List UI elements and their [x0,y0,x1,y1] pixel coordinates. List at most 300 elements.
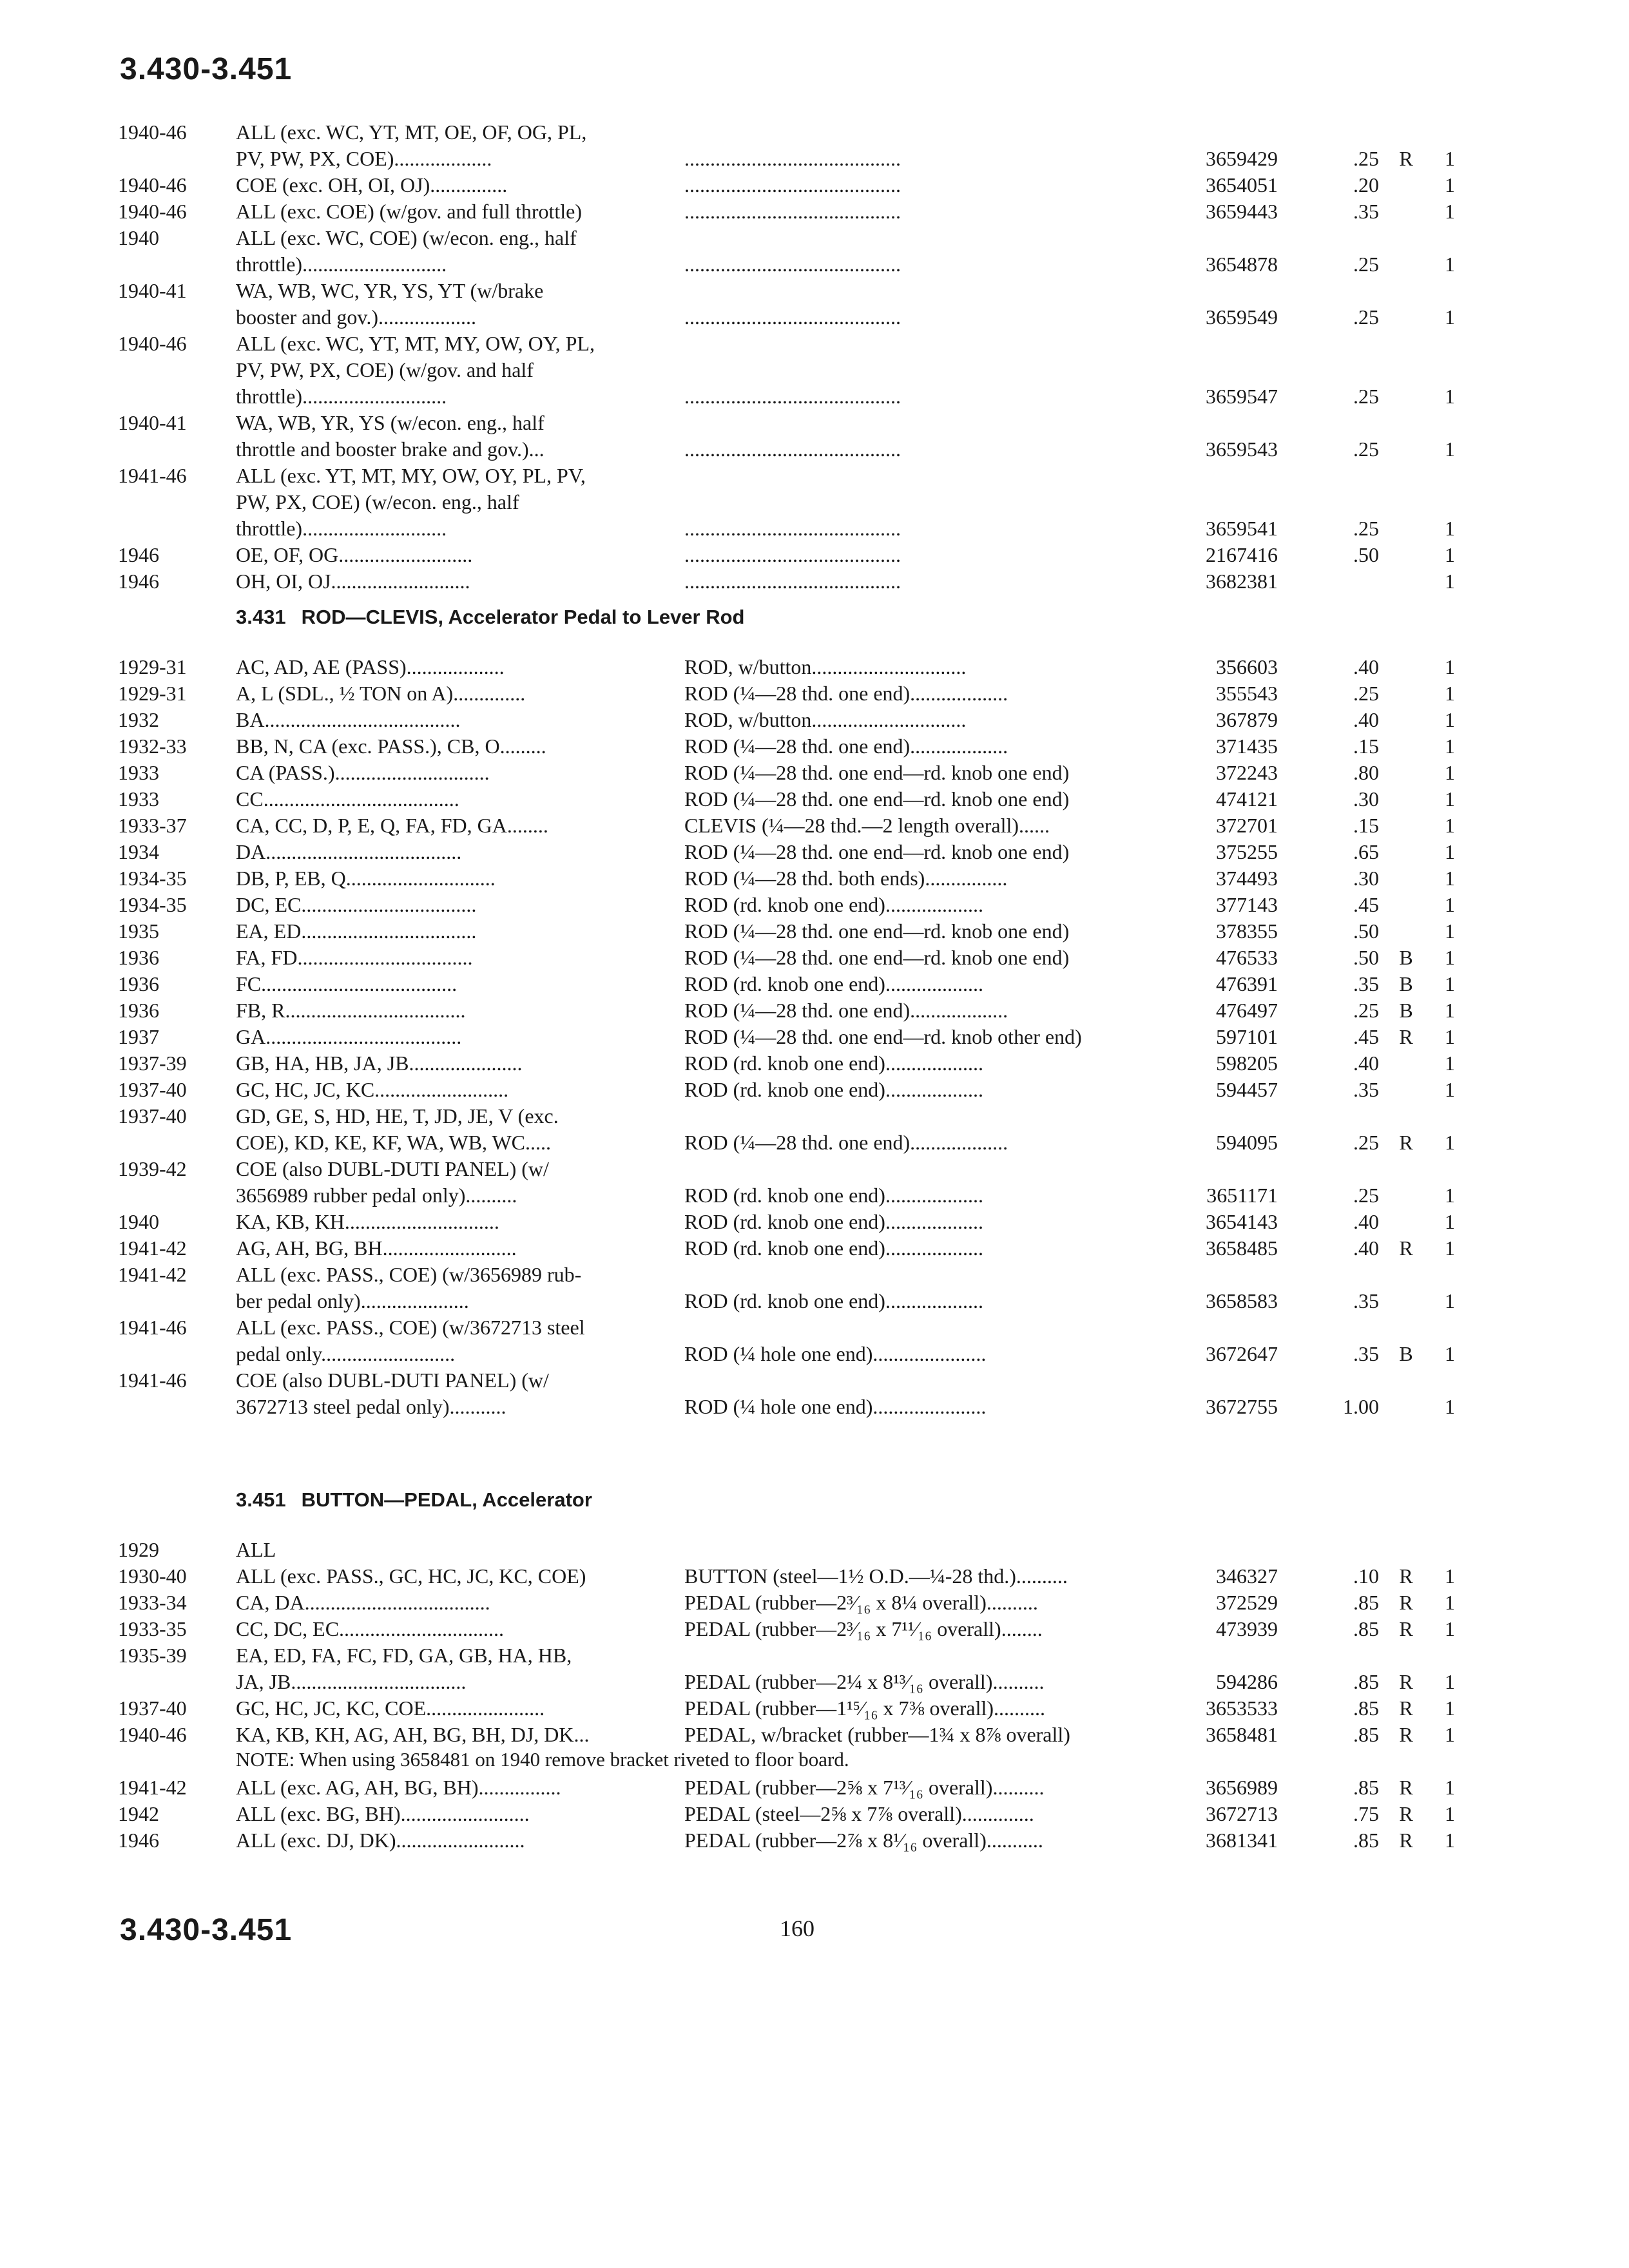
quantity-cell: 1 [1445,1025,1455,1048]
model-cell: FC...................................... [236,972,458,995]
code-cell: R [1399,1776,1413,1799]
model-cell: OE, OF, OG.......................... [236,543,473,566]
quantity-cell: 1 [1445,253,1455,276]
quantity-cell: 1 [1445,437,1455,461]
part-number-cell: 3654878 [1206,253,1278,276]
quantity-cell: 1 [1445,147,1455,170]
section-number: 3.451 [236,1488,286,1511]
quantity-cell: 1 [1445,946,1455,969]
year-cell: 1941-42 [118,1236,187,1260]
quantity-cell: 1 [1445,1342,1455,1365]
model-cell: OH, OI, OJ........................... [236,570,470,593]
price-cell: .50 [1353,543,1379,566]
part-number-cell: 473939 [1216,1617,1278,1640]
description-cell: ROD (¼—28 thd. one end—rd. knob one end) [684,840,1070,863]
description-cell: .......................................... [684,200,901,223]
price-cell: .25 [1353,1184,1379,1207]
price-cell: .35 [1353,972,1379,995]
quantity-cell: 1 [1445,1670,1455,1693]
part-number-cell: 3659541 [1206,517,1278,540]
year-cell: 1933-35 [118,1617,187,1640]
year-cell: 1933-34 [118,1591,187,1614]
description-cell: ROD (¼—28 thd. one end)................... [684,1131,1008,1154]
description-cell: PEDAL (rubber—1¹⁵⁄₁₆ x 7⅜ overall).......... [684,1696,1045,1720]
model-cell: DB, P, EB, Q............................. [236,867,496,890]
year-cell: 1941-42 [118,1263,187,1286]
description-cell: ROD, w/button.............................. [684,655,967,678]
quantity-cell: 1 [1445,1723,1455,1746]
year-cell: 1934-35 [118,893,187,916]
quantity-cell: 1 [1445,972,1455,995]
part-number-cell: 346327 [1216,1564,1278,1588]
price-cell: .35 [1353,1289,1379,1312]
table-row [0,304,1629,331]
model-cell: ALL (exc. PASS., COE) (w/3672713 steel [236,1316,585,1339]
description-cell: ROD (¼—28 thd. one end—rd. knob one end) [684,761,1070,784]
price-cell: .35 [1353,1078,1379,1101]
table-row [0,997,1629,1024]
year-cell: 1937-39 [118,1052,187,1075]
price-cell: .25 [1353,437,1379,461]
quantity-cell: 1 [1445,1617,1455,1640]
description-cell: PEDAL (rubber—2³⁄₁₆ x 7¹¹⁄₁₆ overall)........ [684,1617,1043,1640]
model-cell: PW, PX, COE) (w/econ. eng., half [236,490,519,514]
description-cell: PEDAL (rubber—2¼ x 8¹³⁄₁₆ overall).......... [684,1670,1045,1693]
description-cell: ROD (¼—28 thd. one end—rd. knob one end) [684,787,1070,811]
year-cell: 1934 [118,840,159,863]
code-cell: B [1399,972,1413,995]
table-row [0,1616,1629,1642]
part-number-cell: 377143 [1216,893,1278,916]
part-number-cell: 355543 [1216,682,1278,705]
part-number-cell: 3659443 [1206,200,1278,223]
table-row [0,1827,1629,1854]
quantity-cell: 1 [1445,893,1455,916]
part-number-cell: 3658481 [1206,1723,1278,1746]
table-row [0,119,1629,146]
model-cell: AG, AH, BG, BH.......................... [236,1236,517,1260]
code-cell: B [1399,999,1413,1022]
description-cell: .......................................... [684,543,901,566]
model-cell: ALL (exc. BG, BH)......................... [236,1802,530,1825]
year-cell: 1946 [118,570,159,593]
price-cell: .40 [1353,655,1379,678]
price-cell: .85 [1353,1670,1379,1693]
part-number-cell: 372243 [1216,761,1278,784]
table-row [0,1563,1629,1590]
year-cell: 1941-46 [118,464,187,487]
table-row [0,331,1629,357]
table-row [0,680,1629,707]
year-cell: 1941-46 [118,1369,187,1392]
part-number-cell: 3672713 [1206,1802,1278,1825]
part-number-cell: 597101 [1216,1025,1278,1048]
model-cell: KA, KB, KH.............................. [236,1210,499,1233]
code-cell: R [1399,1131,1413,1154]
table-row [0,1024,1629,1050]
description-cell: ROD (rd. knob one end)................... [684,972,983,995]
year-cell: 1933 [118,787,159,811]
price-cell: .25 [1353,305,1379,329]
part-number-cell: 356603 [1216,655,1278,678]
model-cell: COE), KD, KE, KF, WA, WB, WC..... [236,1131,551,1154]
table-row [0,1288,1629,1314]
year-cell: 1934-35 [118,867,187,890]
table-row [0,918,1629,945]
code-cell: R [1399,1564,1413,1588]
description-cell: .......................................... [684,253,901,276]
quantity-cell: 1 [1445,761,1455,784]
model-cell: DC, EC.................................. [236,893,477,916]
part-number-cell: 3659549 [1206,305,1278,329]
price-cell: .85 [1353,1829,1379,1852]
code-cell: B [1399,1342,1413,1365]
model-cell: GC, HC, JC, KC, COE....................... [236,1696,545,1720]
quantity-cell: 1 [1445,1131,1455,1154]
price-cell: .40 [1353,1052,1379,1075]
section-title-3.431 [236,606,745,629]
table-row [0,1537,1629,1563]
description-cell: ROD (rd. knob one end)................... [684,1052,983,1075]
year-cell: 1940-46 [118,173,187,197]
quantity-cell: 1 [1445,305,1455,329]
quantity-cell: 1 [1445,840,1455,863]
model-cell: DA...................................... [236,840,462,863]
code-cell: R [1399,1591,1413,1614]
year-cell: 1940 [118,1210,159,1233]
model-cell: CC, DC, EC................................ [236,1617,505,1640]
description-cell: CLEVIS (¼—28 thd.—2 length overall)...... [684,814,1050,837]
page-footer-range: 3.430-3.451 [120,1913,293,1947]
description-cell: ROD (rd. knob one end)................... [684,1184,983,1207]
model-cell: PV, PW, PX, COE) (w/gov. and half [236,358,534,381]
year-cell: 1946 [118,543,159,566]
quantity-cell: 1 [1445,517,1455,540]
part-number-cell: 372701 [1216,814,1278,837]
price-cell: .40 [1353,708,1379,731]
quantity-cell: 1 [1445,919,1455,943]
section-note: NOTE: When using 3658481 on 1940 remove bracket riveted to floor board. [236,1748,849,1771]
table-row [0,865,1629,892]
description-cell: .......................................... [684,437,901,461]
code-cell: R [1399,1025,1413,1048]
table-row [0,1722,1629,1748]
model-cell: COE (exc. OH, OI, OJ)............... [236,173,508,197]
part-number-cell: 476533 [1216,946,1278,969]
part-number-cell: 371435 [1216,735,1278,758]
year-cell: 1940-46 [118,200,187,223]
model-cell: 3656989 rubber pedal only).......... [236,1184,517,1207]
description-cell: ROD, w/button.............................. [684,708,967,731]
model-cell: BA...................................... [236,708,461,731]
table-row [0,225,1629,251]
description-cell: PEDAL (steel—2⅝ x 7⅞ overall).............. [684,1802,1034,1825]
table-row [0,707,1629,733]
part-number-cell: 3651171 [1206,1184,1278,1207]
table-row [0,1394,1629,1420]
table-row [0,1695,1629,1722]
section-heading: ROD—CLEVIS, Accelerator Pedal to Lever Rod [301,606,745,628]
code-cell: R [1399,1617,1413,1640]
price-cell: .85 [1353,1696,1379,1720]
table-row [0,1341,1629,1367]
description-cell: ROD (¼—28 thd. both ends)................ [684,867,1008,890]
year-cell: 1937-40 [118,1696,187,1720]
description-cell: .......................................... [684,173,901,197]
table-row [0,568,1629,595]
price-cell: .45 [1353,1025,1379,1048]
code-cell: R [1399,1696,1413,1720]
model-cell: COE (also DUBL-DUTI PANEL) (w/ [236,1157,549,1180]
page-header-range: 3.430-3.451 [120,52,293,86]
price-cell: .50 [1353,919,1379,943]
year-cell: 1941-42 [118,1776,187,1799]
table-row [0,1156,1629,1182]
model-cell: ALL (exc. PASS., GC, HC, JC, KC, COE) [236,1564,586,1588]
price-cell: .25 [1353,682,1379,705]
year-cell: 1940-46 [118,1723,187,1746]
part-number-cell: 594095 [1216,1131,1278,1154]
price-cell: .15 [1353,814,1379,837]
price-cell: .25 [1353,517,1379,540]
part-number-cell: 594286 [1216,1670,1278,1693]
year-cell: 1929 [118,1538,159,1561]
code-cell: R [1399,147,1413,170]
price-cell: .65 [1353,840,1379,863]
model-cell: EA, ED.................................. [236,919,477,943]
model-cell: ALL (exc. COE) (w/gov. and full throttle) [236,200,583,223]
table-row [0,892,1629,918]
table-row [0,733,1629,760]
description-cell: ROD (rd. knob one end)................... [684,1078,983,1101]
price-cell: .45 [1353,893,1379,916]
year-cell: 1946 [118,1829,159,1852]
price-cell: .40 [1353,1210,1379,1233]
model-cell: ALL (exc. PASS., COE) (w/3656989 rub- [236,1263,582,1286]
table-row [0,383,1629,410]
part-number-cell: 3658583 [1206,1289,1278,1312]
description-cell: .......................................... [684,305,901,329]
table-row [0,1077,1629,1103]
year-cell: 1933-37 [118,814,187,837]
quantity-cell: 1 [1445,543,1455,566]
price-cell: .85 [1353,1776,1379,1799]
table-row [0,410,1629,436]
model-cell: booster and gov.)................... [236,305,476,329]
code-cell: R [1399,1723,1413,1746]
part-number-cell: 476497 [1216,999,1278,1022]
table-row [0,786,1629,812]
part-number-cell: 3672755 [1206,1395,1278,1418]
quantity-cell: 1 [1445,1829,1455,1852]
model-cell: ALL (exc. YT, MT, MY, OW, OY, PL, PV, [236,464,586,487]
year-cell: 1937-40 [118,1078,187,1101]
table-row [0,1801,1629,1827]
year-cell: 1936 [118,946,159,969]
part-number-cell: 372529 [1216,1591,1278,1614]
model-cell: throttle)............................ [236,517,447,540]
table-row [0,1050,1629,1077]
description-cell: .......................................... [684,385,901,408]
table-row [0,1209,1629,1235]
part-number-cell: 476391 [1216,972,1278,995]
quantity-cell: 1 [1445,570,1455,593]
table-row [0,839,1629,865]
model-cell: ALL (exc. WC, YT, MT, MY, OW, OY, PL, [236,332,595,355]
table-row [0,146,1629,172]
part-number-cell: 3653533 [1206,1696,1278,1720]
year-cell: 1940-46 [118,332,187,355]
year-cell: 1929-31 [118,655,187,678]
model-cell: 3672713 steel pedal only)........... [236,1395,506,1418]
model-cell: ALL (exc. WC, YT, MT, OE, OF, OG, PL, [236,120,587,144]
description-cell: ROD (¼—28 thd. one end—rd. knob one end) [684,919,1070,943]
model-cell: FB, R................................... [236,999,466,1022]
description-cell: ROD (¼—28 thd. one end)................... [684,682,1008,705]
model-cell: BB, N, CA (exc. PASS.), CB, O......... [236,735,546,758]
part-number-cell: 3654051 [1206,173,1278,197]
page-number: 160 [780,1916,815,1941]
year-cell: 1942 [118,1802,159,1825]
year-cell: 1933 [118,761,159,784]
price-cell: .40 [1353,1236,1379,1260]
code-cell: R [1399,1802,1413,1825]
table-row [0,971,1629,997]
price-cell: .25 [1353,253,1379,276]
part-number-cell: 3681341 [1206,1829,1278,1852]
model-cell: GA...................................... [236,1025,462,1048]
quantity-cell: 1 [1445,787,1455,811]
model-cell: ALL (exc. WC, COE) (w/econ. eng., half [236,226,577,249]
quantity-cell: 1 [1445,735,1455,758]
year-cell: 1935-39 [118,1644,187,1667]
year-cell: 1940-41 [118,411,187,434]
description-cell: .......................................... [684,570,901,593]
quantity-cell: 1 [1445,1210,1455,1233]
quantity-cell: 1 [1445,1052,1455,1075]
model-cell: WA, WB, YR, YS (w/econ. eng., half [236,411,545,434]
model-cell: EA, ED, FA, FC, FD, GA, GB, HA, HB, [236,1644,572,1667]
model-cell: GD, GE, S, HD, HE, T, JD, JE, V (exc. [236,1104,559,1128]
part-number-cell: 378355 [1216,919,1278,943]
table-row [0,1182,1629,1209]
table-row [0,542,1629,568]
model-cell: KA, KB, KH, AG, AH, BG, BH, DJ, DK... [236,1723,590,1746]
model-cell: PV, PW, PX, COE)................... [236,147,492,170]
description-cell: PEDAL, w/bracket (rubber—1¾ x 8⅞ overall) [684,1723,1070,1746]
year-cell: 1935 [118,919,159,943]
model-cell: throttle)............................ [236,253,447,276]
description-cell: ROD (¼—28 thd. one end)................... [684,735,1008,758]
description-cell: ROD (rd. knob one end)................... [684,1236,983,1260]
quantity-cell: 1 [1445,708,1455,731]
model-cell: JA, JB.................................. [236,1670,467,1693]
code-cell: R [1399,1829,1413,1852]
price-cell: .85 [1353,1723,1379,1746]
table-row [0,1314,1629,1341]
section-title-3.451 [236,1488,592,1512]
quantity-cell: 1 [1445,1776,1455,1799]
description-cell: ROD (rd. knob one end)................... [684,1210,983,1233]
table-row [0,1103,1629,1129]
price-cell: .20 [1353,173,1379,197]
year-cell: 1941-46 [118,1316,187,1339]
model-cell: WA, WB, WC, YR, YS, YT (w/brake [236,279,544,302]
table-row [0,1774,1629,1801]
model-cell: FA, FD.................................. [236,946,473,969]
quantity-cell: 1 [1445,814,1455,837]
description-cell: ROD (¼—28 thd. one end—rd. knob other end) [684,1025,1082,1048]
quantity-cell: 1 [1445,682,1455,705]
table-row [0,198,1629,225]
table-row [0,251,1629,278]
table-row [0,812,1629,839]
part-number-cell: 3682381 [1206,570,1278,593]
price-cell: .25 [1353,999,1379,1022]
section-heading: BUTTON—PEDAL, Accelerator [301,1488,592,1511]
model-cell: ALL [236,1538,276,1561]
description-cell: PEDAL (rubber—2⅝ x 7¹³⁄₁₆ overall).......... [684,1776,1045,1799]
model-cell: pedal only.......................... [236,1342,456,1365]
table-row [0,1262,1629,1288]
description-cell: PEDAL (rubber—2⅞ x 8¹⁄₁₆ overall)........... [684,1829,1043,1852]
part-number-cell: 3672647 [1206,1342,1278,1365]
year-cell: 1937 [118,1025,159,1048]
year-cell: 1940-46 [118,120,187,144]
part-number-cell: 3656989 [1206,1776,1278,1799]
year-cell: 1936 [118,999,159,1022]
quantity-cell: 1 [1445,1078,1455,1101]
table-row [0,436,1629,463]
price-cell: .35 [1353,1342,1379,1365]
table-row [0,357,1629,383]
table-row [0,945,1629,971]
price-cell: .85 [1353,1617,1379,1640]
part-number-cell: 3658485 [1206,1236,1278,1260]
table-row [0,172,1629,198]
table-row [0,1367,1629,1394]
price-cell: .15 [1353,735,1379,758]
model-cell: CA, DA.................................... [236,1591,490,1614]
quantity-cell: 1 [1445,1802,1455,1825]
description-cell: ROD (¼ hole one end)...................... [684,1395,987,1418]
table-row [0,1669,1629,1695]
part-number-cell: 3659547 [1206,385,1278,408]
price-cell: .35 [1353,200,1379,223]
table-row [0,760,1629,786]
part-number-cell: 375255 [1216,840,1278,863]
price-cell: .25 [1353,147,1379,170]
quantity-cell: 1 [1445,1236,1455,1260]
description-cell: .......................................... [684,517,901,540]
model-cell: A, L (SDL., ½ TON on A).............. [236,682,526,705]
part-number-cell: 3659429 [1206,147,1278,170]
table-row [0,278,1629,304]
price-cell: 1.00 [1343,1395,1379,1418]
model-cell: throttle)............................ [236,385,447,408]
part-number-cell: 594457 [1216,1078,1278,1101]
model-cell: COE (also DUBL-DUTI PANEL) (w/ [236,1369,549,1392]
year-cell: 1940 [118,226,159,249]
model-cell: CC...................................... [236,787,459,811]
code-cell: R [1399,1236,1413,1260]
price-cell: .85 [1353,1591,1379,1614]
year-cell: 1932-33 [118,735,187,758]
model-cell: AC, AD, AE (PASS)................... [236,655,505,678]
year-cell: 1932 [118,708,159,731]
part-number-cell: 2167416 [1206,543,1278,566]
price-cell: .25 [1353,1131,1379,1154]
